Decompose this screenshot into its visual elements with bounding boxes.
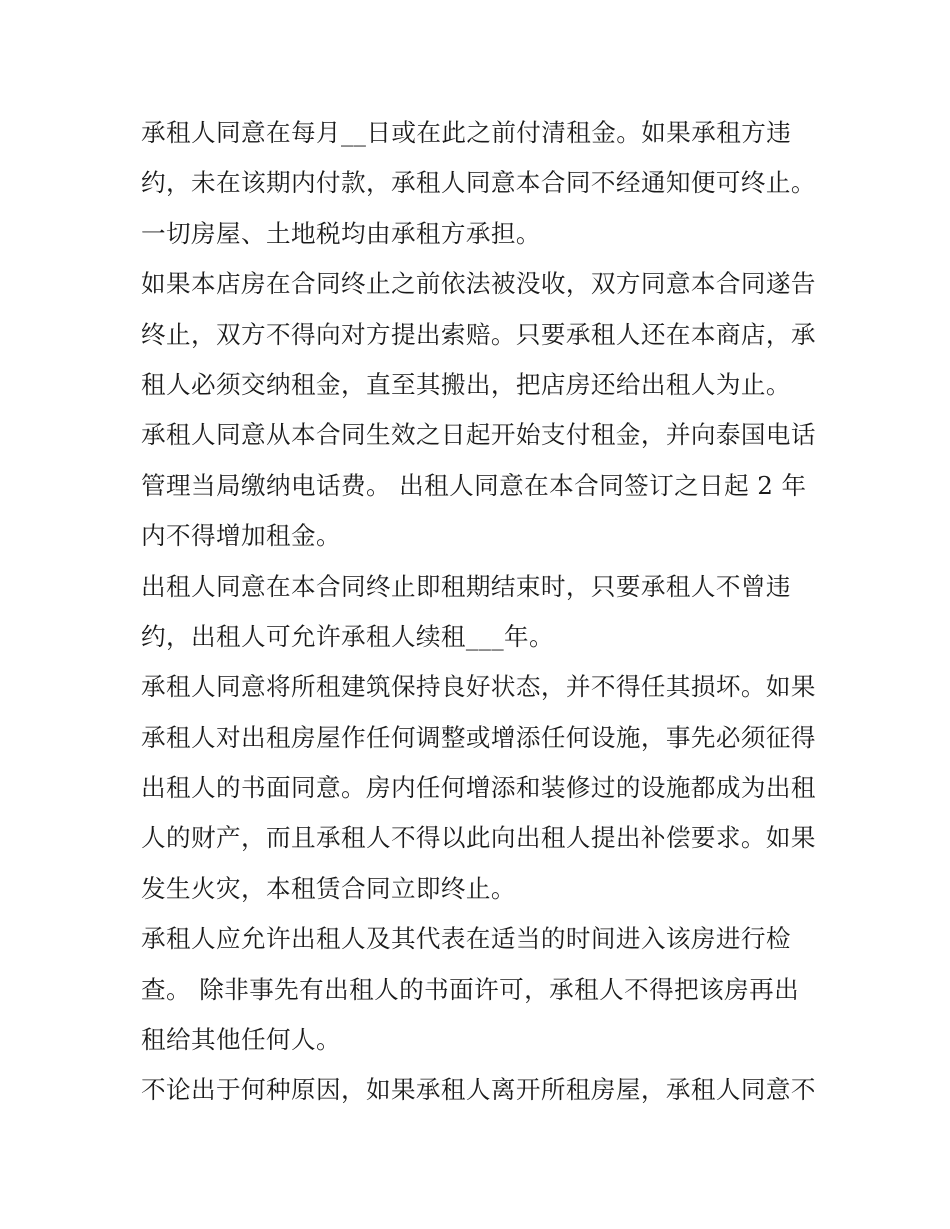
text-line: 内不得增加租金。 [141, 521, 341, 551]
text-line: 出租人同意在本合同终止即租期结束时，只要承租人不曾违 [141, 571, 791, 601]
text-line: 租给其他任何人。 [141, 1025, 341, 1055]
text-line: 承租人同意从本合同生效之日起开始支付租金，并向泰国电话 [141, 420, 816, 450]
text-line: 约，出租人可允许承租人续租___年。 [141, 621, 554, 651]
text-line: 一切房屋、土地税均由承租方承担。 [141, 218, 541, 248]
text-line: 承租人同意将所租建筑保持良好状态，并不得任其损坏。如果 [141, 672, 816, 702]
paragraph-vacating [141, 1065, 821, 1115]
text-line: 租人必须交纳租金，直至其搬出，把店房还给出租人为止。 [141, 369, 791, 399]
text-line: 不论出于何种原因，如果承租人离开所租房屋，承租人同意不 [141, 1075, 816, 1105]
paragraph-rent-payment [141, 108, 821, 259]
text-line: 承租人应允许出租人及其代表在适当的时间进入该房进行检 [141, 924, 791, 954]
document-body [141, 108, 821, 1116]
text-line: 管理当局缴纳电话费。 出租人同意在本合同签订之日起 2 年 [141, 470, 807, 500]
text-line: 如果本店房在合同终止之前依法被没收，双方同意本合同遂告 [141, 269, 816, 299]
text-line: 约，未在该期内付款，承租人同意本合同不经通知便可终止。 [141, 168, 816, 198]
text-line: 出租人的书面同意。房内任何增添和装修过的设施都成为出租 [141, 773, 816, 803]
text-line: 人的财产，而且承租人不得以此向出租人提出补偿要求。如果 [141, 823, 816, 853]
text-line: 发生火灾，本租赁合同立即终止。 [141, 873, 516, 903]
paragraph-inspection [141, 914, 821, 1065]
paragraph-rent-start [141, 410, 821, 561]
paragraph-renewal [141, 562, 821, 663]
paragraph-maintenance [141, 662, 821, 914]
text-line: 终止，双方不得向对方提出索赔。只要承租人还在本商店，承 [141, 319, 816, 349]
paragraph-confiscation [141, 259, 821, 410]
text-line: 承租人对出租房屋作任何调整或增添任何设施，事先必须征得 [141, 722, 816, 752]
text-line: 查。 除非事先有出租人的书面许可，承租人不得把该房再出 [141, 974, 800, 1004]
text-line: 承租人同意在每月__日或在此之前付清租金。如果承租方违 [141, 118, 792, 147]
